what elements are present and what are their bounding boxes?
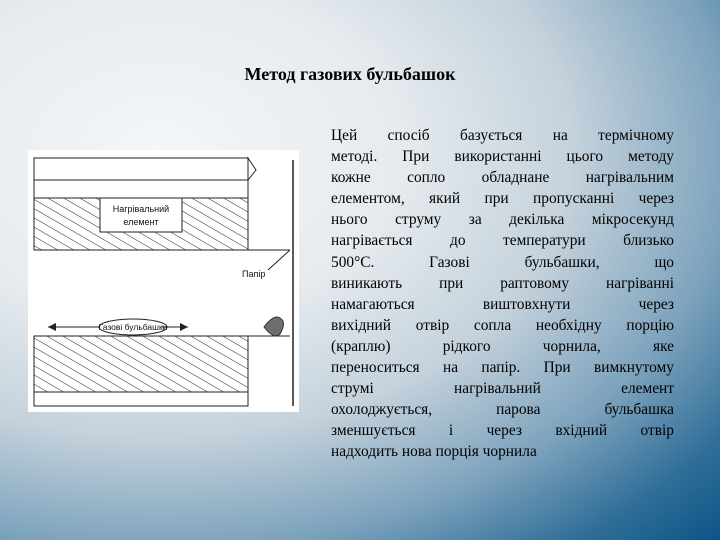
- diagram-svg: [28, 150, 299, 412]
- body-line: нього струму за декілька мікросекунд: [331, 211, 674, 229]
- heater-label-line2: елемент: [123, 217, 159, 227]
- body-line: охолоджується, парова бульбашка: [331, 401, 674, 419]
- body-line: кожне сопло обладнане нагрівальним: [331, 169, 674, 187]
- body-line: методі. При використанні цього методу: [331, 148, 674, 166]
- paper-pointer: [268, 250, 290, 270]
- bubbles-label: Газові бульбашки: [98, 322, 168, 332]
- body-line: Цей спосіб базується на термічному: [331, 127, 674, 144]
- bubbles-left-arrowhead: [48, 323, 56, 331]
- body-line: елементом, який при пропусканні через: [331, 190, 674, 208]
- slide-title: Метод газових бульбашок: [244, 64, 456, 84]
- body-line: вихідний отвір сопла необхідну порцію: [331, 316, 674, 334]
- top-wall-tip: [248, 158, 256, 180]
- body-line: намагаються виштовхнути через: [331, 295, 674, 313]
- body-line: нагрівається до температури близько: [331, 232, 674, 250]
- top-wall-inner: [34, 180, 248, 198]
- bottom-hatched-wall: [34, 336, 248, 392]
- body-line: (краплю) рідкого чорнила, яке: [331, 337, 674, 355]
- inkjet-nozzle-diagram: [28, 150, 299, 412]
- ink-droplet: [264, 317, 284, 336]
- slide-body-text: [331, 125, 674, 463]
- body-line: переноситься на папір. При вимкнутому: [331, 359, 674, 377]
- body-line: зменшується і через вхідний отвір: [331, 422, 674, 440]
- top-wall-plain: [34, 158, 248, 180]
- paper-label: Папір: [242, 269, 266, 279]
- body-line: 500°С. Газові бульбашки, що: [331, 253, 674, 271]
- body-line: надходить нова порція чорнила: [331, 443, 537, 461]
- bottom-wall-plain: [34, 392, 248, 406]
- body-line: струмі нагрівальний елемент: [331, 380, 674, 398]
- body-line: виникають при раптовому нагріванні: [331, 274, 674, 292]
- heater-label-line1: Нагрівальний: [112, 204, 170, 214]
- bubbles-right-arrowhead: [180, 323, 188, 331]
